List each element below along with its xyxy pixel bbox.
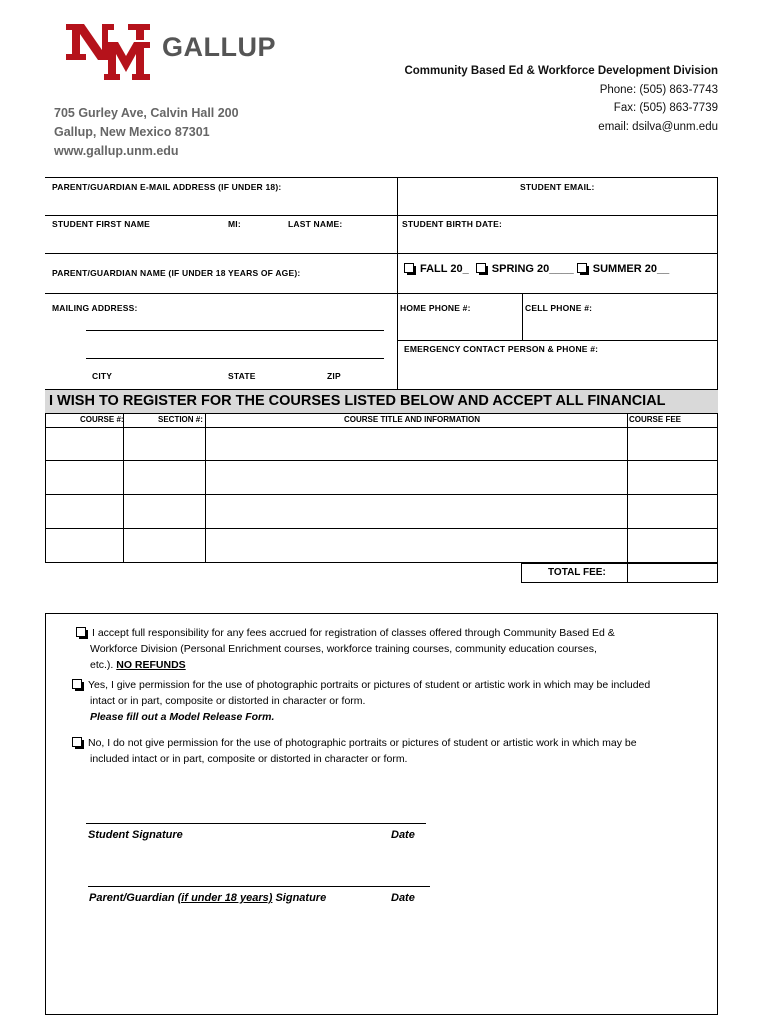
no-refunds: NO REFUNDS	[116, 659, 186, 671]
table-row[interactable]	[46, 495, 717, 527]
home-phone-label: HOME PHONE #:	[400, 303, 471, 313]
table-row[interactable]	[46, 428, 717, 459]
course-banner: I WISH TO REGISTER FOR THE COURSES LISTED BELOW AND ACCEPT ALL FINANCIAL	[45, 390, 718, 413]
photo-no-checkbox[interactable]	[72, 737, 82, 747]
term-options	[404, 263, 669, 275]
student-name-field[interactable]	[46, 230, 396, 252]
parent-email-field[interactable]	[46, 192, 396, 214]
student-signature-line[interactable]	[86, 823, 426, 824]
total-fee-label: TOTAL FEE:	[548, 567, 606, 578]
student-email-field[interactable]	[399, 192, 717, 214]
unm-logo	[64, 20, 154, 82]
term-summer-label: SUMMER 20__	[592, 263, 670, 275]
website: www.gallup.unm.edu	[54, 144, 179, 158]
parent-signature-line[interactable]	[88, 886, 430, 887]
terms-item-1: I accept full responsibility for any fees accrued for registration of classes offered through Community Based Ed & Workforce Division (Personal Enrichment courses, workforce training courses, community education courses, etc.). NO REFUNDS	[76, 625, 716, 673]
term-spring-checkbox[interactable]	[476, 263, 574, 275]
term-fall-label: FALL 20_	[420, 263, 469, 275]
city-label: CITY	[92, 371, 113, 381]
checkbox-icon	[404, 263, 414, 273]
last-name-label: LAST NAME:	[288, 219, 343, 229]
birth-date-field[interactable]	[399, 230, 717, 252]
checkbox-icon	[476, 263, 486, 273]
mailing-address-label: MAILING ADDRESS:	[52, 303, 138, 313]
division-name: Community Based Ed & Workforce Development Division	[404, 65, 718, 77]
responsibility-checkbox[interactable]	[76, 627, 86, 637]
cell-phone-label: CELL PHONE #:	[525, 303, 593, 313]
mailing-address-line-2[interactable]	[86, 358, 384, 359]
student-email-label: STUDENT EMAIL:	[520, 182, 595, 192]
col-course-title: COURSE TITLE AND INFORMATION	[344, 415, 480, 424]
phone-number: Phone: (505) 863-7743	[599, 83, 718, 96]
birth-date-label: STUDENT BIRTH DATE:	[402, 219, 502, 229]
state-label: STATE	[228, 371, 256, 381]
parent-email-label: PARENT/GUARDIAN E-MAIL ADDRESS (IF UNDER 18):	[52, 182, 282, 192]
address-line-2: Gallup, New Mexico 87301	[54, 125, 210, 139]
student-date-label: Date	[391, 829, 415, 841]
mi-label: MI:	[228, 219, 241, 229]
col-section-number: SECTION #:	[158, 415, 203, 424]
parent-date-label: Date	[391, 892, 415, 904]
mailing-address-line-1[interactable]	[86, 330, 384, 331]
term-spring-label: SPRING 20____	[491, 263, 574, 275]
parent-signature-label: Parent/Guardian (if under 18 years) Signature	[89, 892, 327, 904]
parent-name-field[interactable]	[46, 278, 396, 292]
term-fall-checkbox[interactable]	[404, 263, 469, 275]
col-course-number: COURSE #:	[80, 415, 124, 424]
emergency-contact-field[interactable]	[399, 356, 717, 389]
address-line-1: 705 Gurley Ave, Calvin Hall 200	[54, 106, 239, 120]
student-signature-label: Student Signature	[88, 829, 183, 841]
terms-box	[45, 613, 718, 1015]
unm-logo-icon	[64, 20, 154, 82]
table-row[interactable]	[46, 529, 717, 562]
zip-label: ZIP	[327, 371, 341, 381]
campus-address	[54, 104, 239, 161]
email-address: email: dsilva@unm.edu	[598, 120, 718, 133]
home-phone-field[interactable]	[399, 313, 521, 339]
col-course-fee: COURSE FEE	[629, 415, 682, 424]
term-summer-checkbox[interactable]	[577, 263, 669, 275]
photo-yes-checkbox[interactable]	[72, 679, 82, 689]
total-fee-field[interactable]	[628, 564, 717, 582]
first-name-label: STUDENT FIRST NAME	[52, 219, 151, 229]
terms-item-3: No, I do not give permission for the use of photographic portraits or pictures of student or artistic work in which may be included intact or in part, composite or distorted in character or form.	[72, 735, 718, 767]
cell-phone-field[interactable]	[524, 313, 717, 339]
emergency-contact-label: EMERGENCY CONTACT PERSON & PHONE #:	[404, 344, 599, 354]
fax-number: Fax: (505) 863-7739	[613, 102, 718, 114]
division-contact	[404, 62, 718, 136]
terms-item-2: Yes, I give permission for the use of photographic portraits or pictures of student or artistic work in which may be included intact or in part, composite or distorted in character or form. Please fill out a Model Release Form.	[72, 677, 718, 725]
logo-text: GALLUP	[162, 32, 276, 62]
checkbox-icon	[577, 263, 587, 273]
table-row[interactable]	[46, 461, 717, 493]
parent-name-label: PARENT/GUARDIAN NAME (IF UNDER 18 YEARS OF AGE):	[52, 268, 301, 278]
